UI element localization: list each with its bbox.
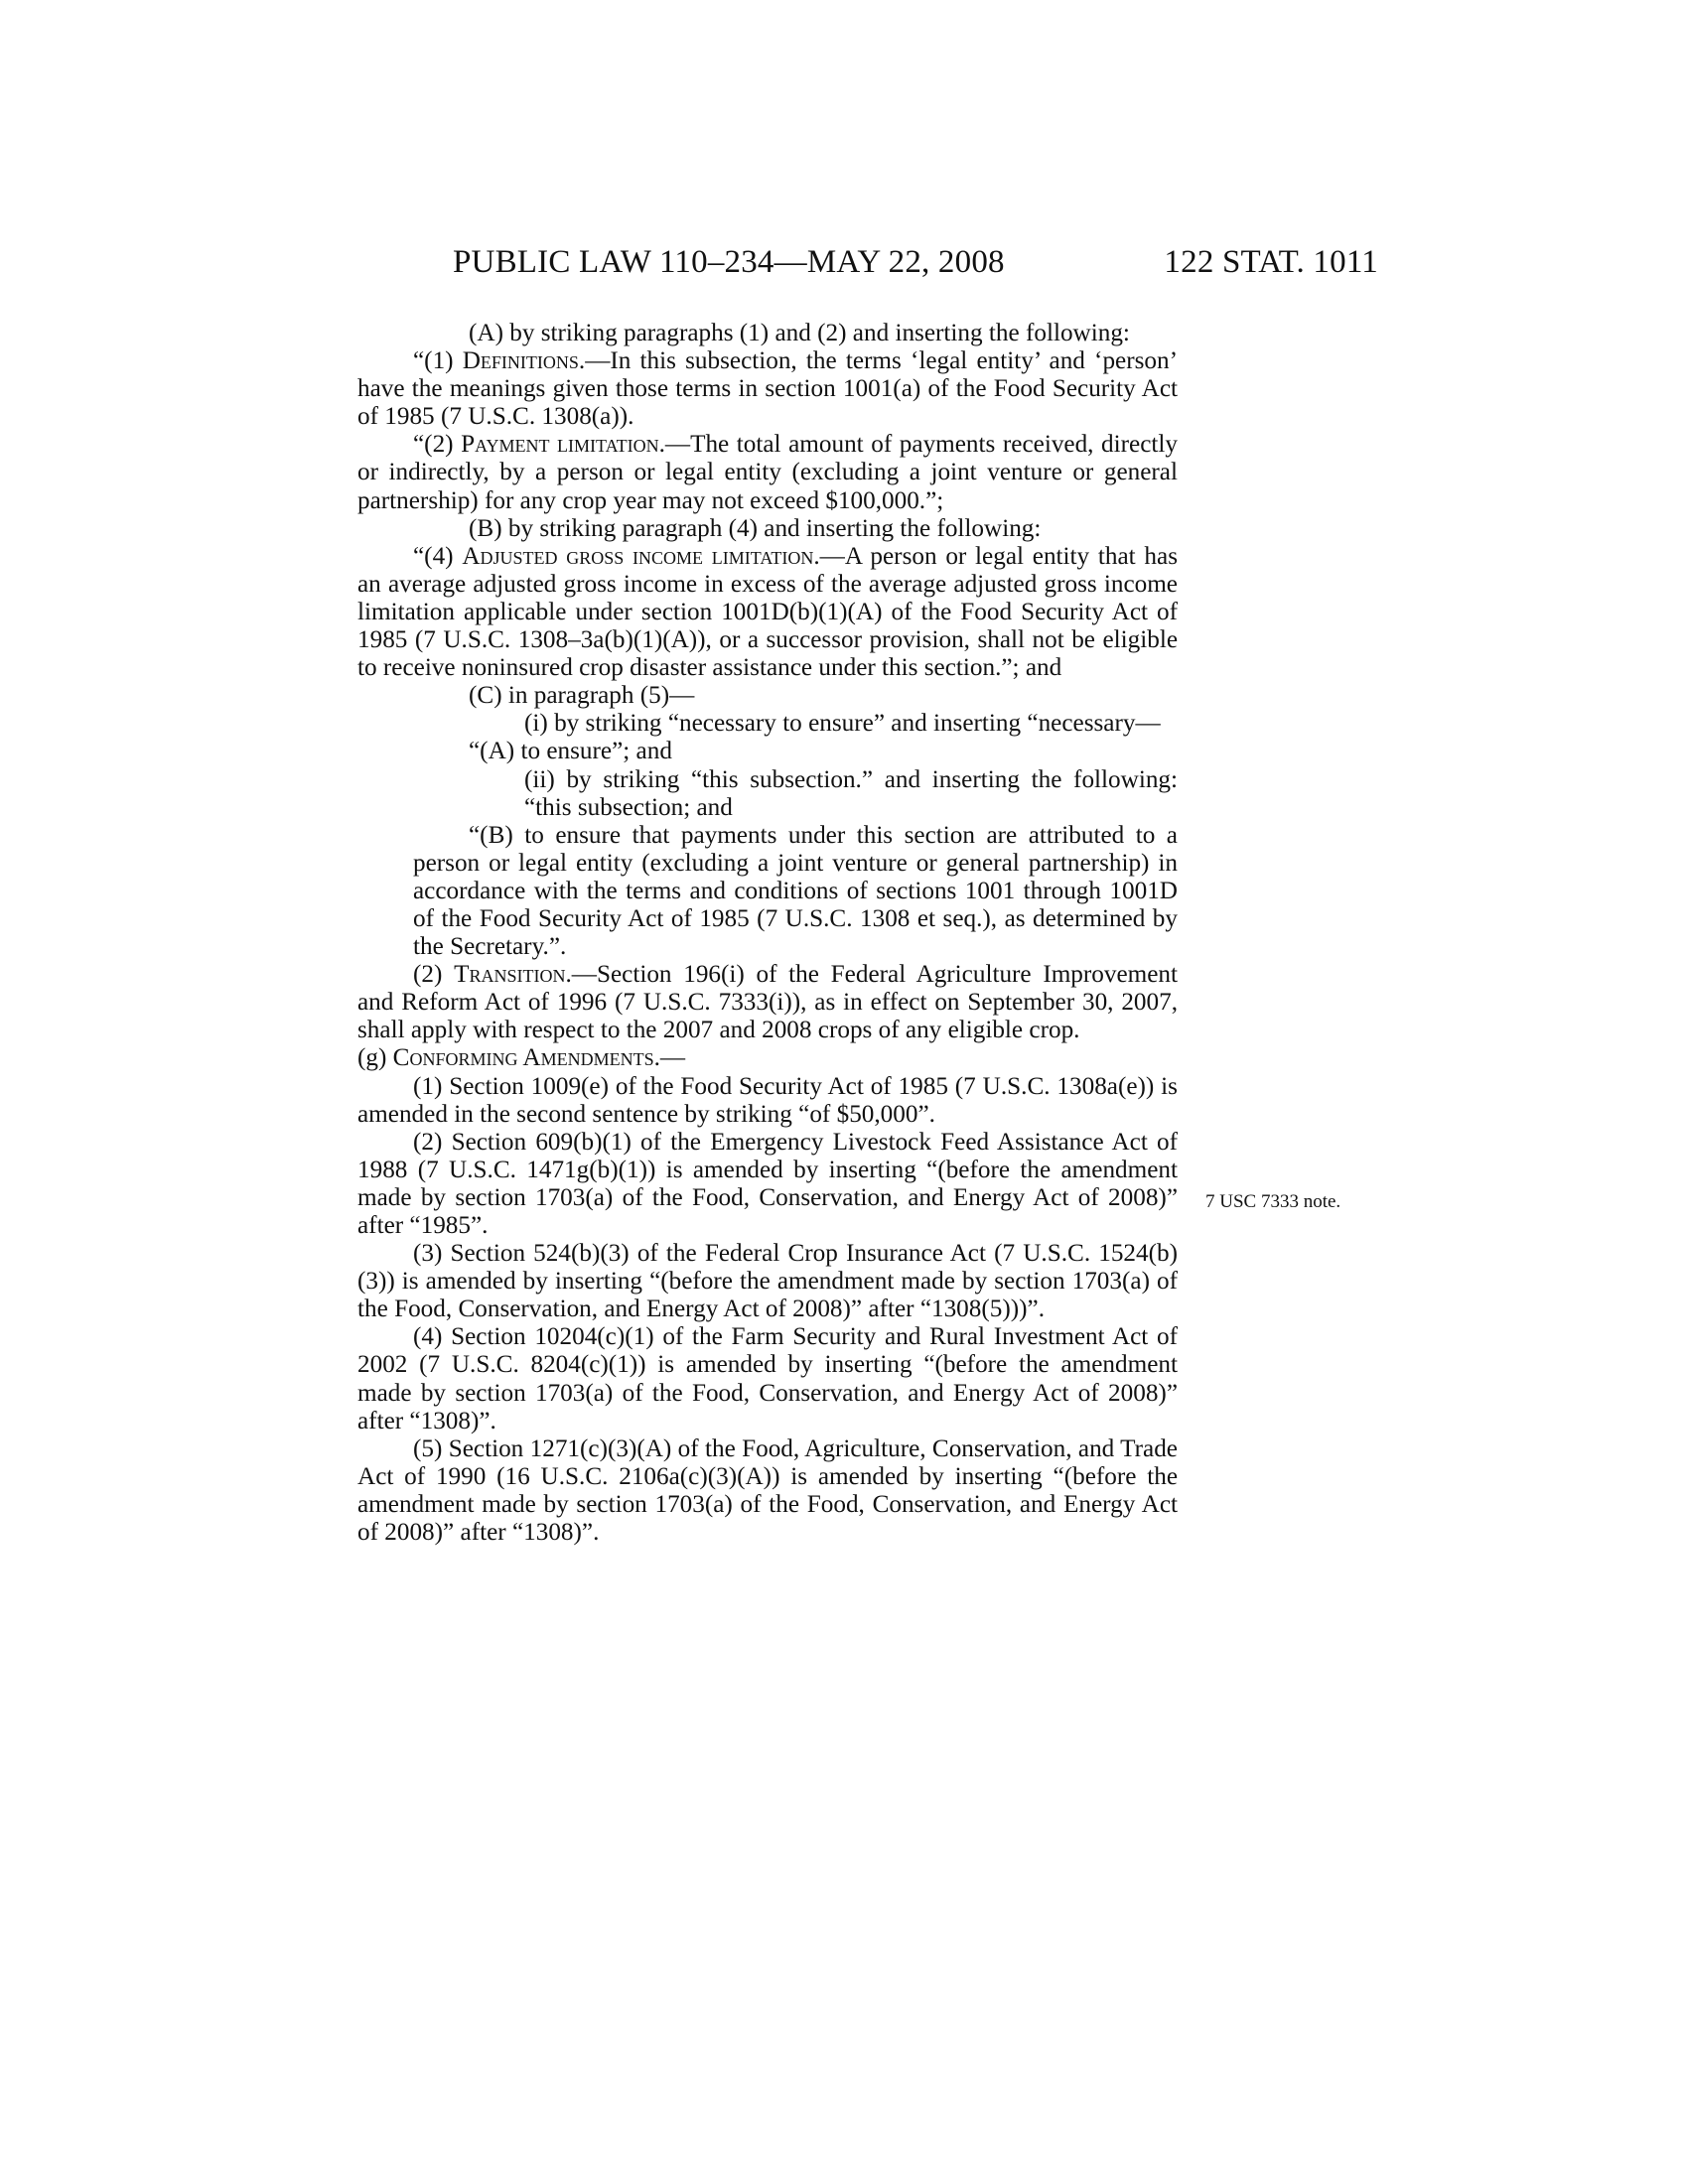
paragraph-3: (B) by striking paragraph (4) and inserting the following:	[469, 514, 1042, 542]
paragraph-15: (4) Section 10204(c)(1) of the Farm Security and Rural Investment Act of 2002 (7 U.S.C. 8204(c)(1)) is amended by inserting “(before the amendment made by section 1703(a) of the Food, Conservation, and Energy Act of 2008)” after “1308)”.	[357, 1323, 1178, 1434]
paragraph-12: (1) Section 1009(e) of the Food Security Act of 1985 (7 U.S.C. 1308a(e)) is amended in the second sentence by striking “of $50,000”.	[357, 1072, 1178, 1128]
paragraph-13: (2) Section 609(b)(1) of the Emergency Livestock Feed Assistance Act of 1988 (7 U.S.C. 1471g(b)(1)) is amended by inserting “(before the amendment made by section 1703(a) of the Food, Conservation, and Energy Act of 2008)” after “1985”.	[357, 1128, 1178, 1239]
margin-note: 7 USC 7333 note.	[1205, 1191, 1341, 1212]
stat-page-number: 122 STAT. 1011	[1164, 244, 1378, 280]
document-body	[357, 320, 1178, 1547]
paragraph-2: “(2) Payment limitation.—The total amount of payments received, directly or indirectly, by a person or legal entity (excluding a joint venture or general partnership) for any crop year may not exceed $100,000.”;	[357, 431, 1178, 514]
paragraph-8: (ii) by striking “this subsection.” and inserting the following: “this subsection; and	[524, 765, 1178, 821]
page-header	[453, 244, 1378, 294]
paragraph-5: (C) in paragraph (5)—	[469, 682, 695, 710]
paragraph-1: “(1) Definitions.—In this subsection, the terms ‘legal entity’ and ‘person’ have the meanings given those terms in section 1001(a) of the Food Security Act of 1985 (7 U.S.C. 1308(a)).	[357, 347, 1178, 431]
paragraph-11: (g) Conforming Amendments.—	[357, 1044, 686, 1072]
paragraph-9: “(B) to ensure that payments under this section are attributed to a person or legal entity (excluding a joint venture or general partnership) in accordance with the terms and conditions of sections 1001 through 1001D of the Food Security Act of 1985 (7 U.S.C. 1308 et seq.), as determined by the Secretary.”.	[413, 821, 1178, 961]
paragraph-0: (A) by striking paragraphs (1) and (2) and inserting the following:	[469, 320, 1130, 346]
paragraph-16: (5) Section 1271(c)(3)(A) of the Food, Agriculture, Conservation, and Trade Act of 1990 (16 U.S.C. 2106a(c)(3)(A)) is amended by inserting “(before the amendment made by section 1703(a) of the Food, Conservation, and Energy Act of 2008)” after “1308)”.	[357, 1434, 1178, 1547]
running-title: PUBLIC LAW 110–234—MAY 22, 2008	[453, 244, 1005, 280]
paragraph-4: “(4) Adjusted gross income limitation.—A person or legal entity that has an average adjusted gross income in excess of the average adjusted gross income limitation applicable under section 1001D(b)(1)(A) of the Food Security Act of 1985 (7 U.S.C. 1308–3a(b)(1)(A)), or a successor provision, shall not be eligible to receive noninsured crop disaster assistance under this section.”; and	[357, 542, 1178, 682]
paragraph-6: (i) by striking “necessary to ensure” and inserting “necessary—	[524, 710, 1161, 738]
paragraph-10: (2) Transition.—Section 196(i) of the Federal Agriculture Improvement and Reform Act of 1996 (7 U.S.C. 7333(i)), as in effect on September 30, 2007, shall apply with respect to the 2007 and 2008 crops of any eligible crop.	[357, 961, 1179, 1044]
paragraph-14: (3) Section 524(b)(3) of the Federal Crop Insurance Act (7 U.S.C. 1524(b)(3)) is amended by inserting “(before the amendment made by section 1703(a) of the Food, Conservation, and Energy Act of 2008)” after “1308(5)))”.	[357, 1240, 1178, 1323]
paragraph-7: “(A) to ensure”; and	[469, 738, 672, 765]
